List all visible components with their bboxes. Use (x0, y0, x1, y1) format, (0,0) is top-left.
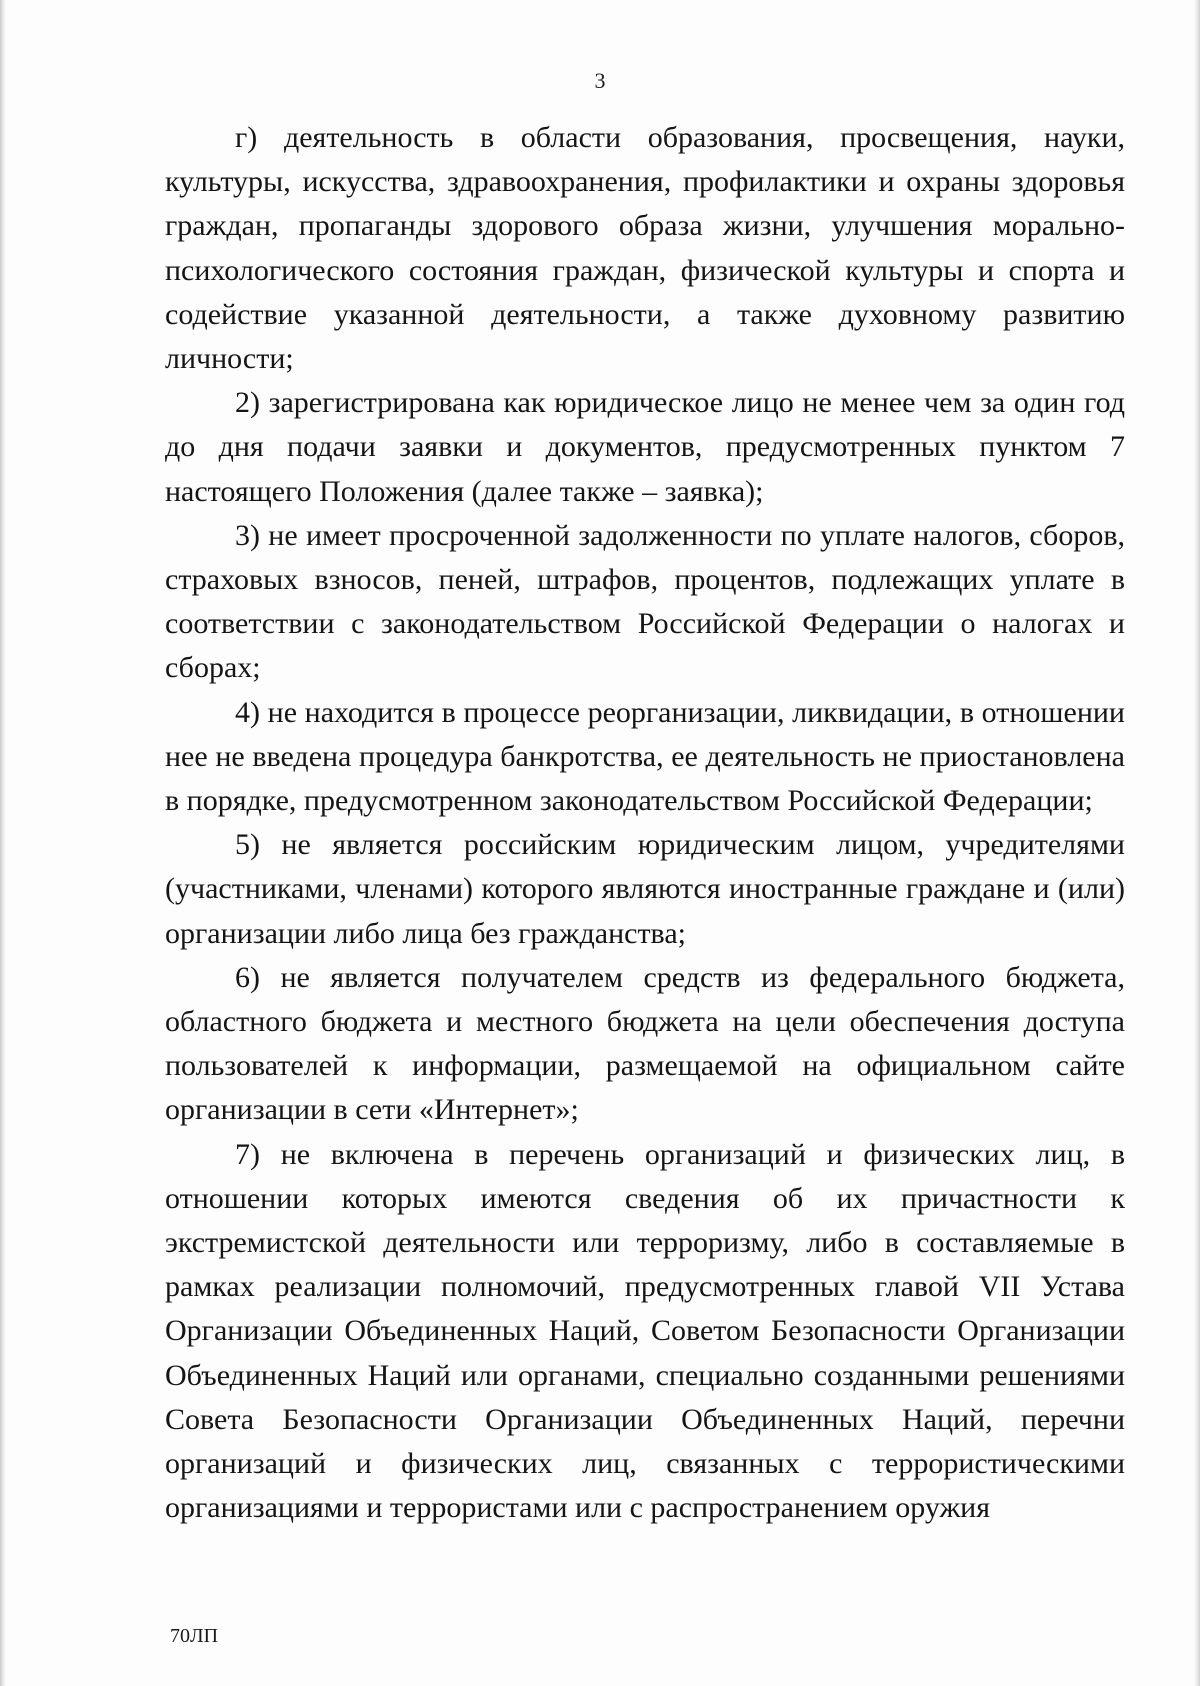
paragraph-5: 5) не является российским юридическим лицом, учредителями (участниками, членами) которого являются иностранные граждане и (или) организации либо лица без гражданства; (165, 828, 1125, 950)
paragraph-3: 3) не имеет просроченной задолженности по уплате налогов, сборов, страховых взносов, пеней, штрафов, процентов, подлежащих уплате в соответствии с законодательством Российской Федерации о налогах и сборах; (165, 518, 1125, 685)
document-body (165, 116, 1125, 1531)
paragraph-6: 6) не является получателем средств из федерального бюджета, областного бюджета и местного бюджета на цели обеспечения доступа пользователей к информации, размещаемой на официальном сайте организации в сети «Интернет»; (165, 960, 1125, 1127)
paragraph-g: г) деятельность в области образования, просвещения, науки, культуры, искусства, здравоохранения, профилактики и охраны здоровья граждан, пропаганды здорового образа жизни, улучшения морально-психологического состояния граждан, физической культуры и спорта и содействие указанной деятельности, а также духовному развитию личности; (165, 121, 1125, 376)
scan-edge-left (0, 0, 6, 1686)
paragraph-2: 2) зарегистрирована как юридическое лицо не менее чем за один год до дня подачи заявки и документов, предусмотренных пунктом 7 настоящего Положения (далее также – заявка); (165, 386, 1125, 508)
page-number: 3 (594, 68, 606, 93)
paragraph-7: 7) не включена в перечень организаций и физических лиц, в отношении которых имеются сведения об их причастности к экстремистской деятельности или терроризму, либо в составляемые в рамках реализации полномочий, предусмотренных главой VII Устава Организации Объединенных Наций, Советом Безопасности Организации Объединенных Наций или органами, специально созданными решениями Совета Безопасности Организации Объединенных Наций, перечни организаций и физических лиц, связанных с террористическими организациями и террористами или с распространением оружия (165, 1137, 1125, 1525)
footer-document-code: 70ЛП (170, 1625, 219, 1647)
paragraph-4: 4) не находится в процессе реорганизации, ликвидации, в отношении нее не введена процедура банкротства, ее деятельность не приостановлена в порядке, предусмотренном законодательством Российской Федерации; (165, 695, 1125, 818)
scan-edge-right (1194, 0, 1200, 1686)
